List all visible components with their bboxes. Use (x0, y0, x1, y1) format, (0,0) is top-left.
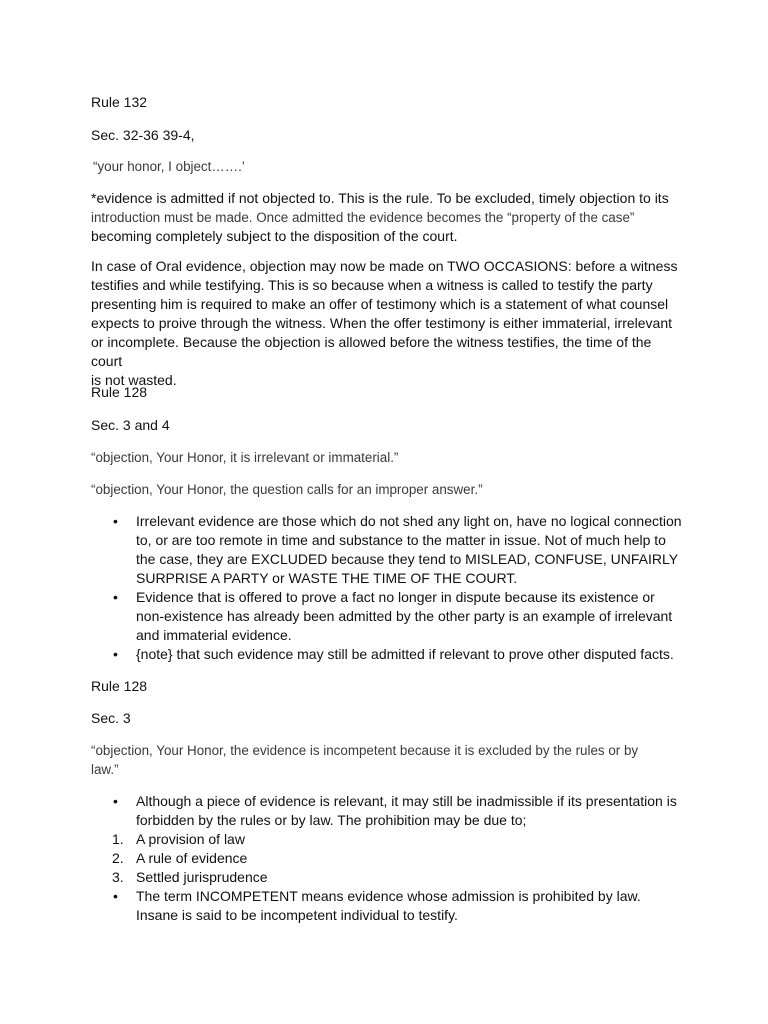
paragraph-line: expects to proive through the witness. When the offer testimony is either immaterial, irrelevant (91, 315, 673, 331)
bullet-marker: • (113, 513, 118, 529)
bullet-marker: • (113, 888, 118, 904)
section-ref-32-36: Sec. 32-36 39-4, (91, 127, 195, 143)
list-line: and immaterial evidence. (136, 627, 292, 643)
paragraph-line: In case of Oral evidence, objection may now be made on TWO OCCASIONS: before a witness (91, 258, 678, 274)
list-line: forbidden by the rules or by law. The prohibition may be due to; (136, 812, 527, 828)
quote-line: law.” (91, 762, 119, 777)
list-line: Irrelevant evidence are those which do not shed any light on, have no logical connection (136, 513, 682, 529)
quote-incompetent-evidence (91, 741, 691, 779)
paragraph-line: becoming completely subject to the disposition of the court. (91, 228, 458, 244)
item-number: 3. (112, 869, 124, 885)
bullet-marker: • (113, 646, 118, 662)
item-text: A rule of evidence (136, 850, 248, 866)
list-item (91, 588, 711, 645)
list-item (91, 512, 711, 588)
paragraph-oral-evidence (91, 257, 683, 390)
paragraph-line: is not wasted. (91, 372, 177, 388)
paragraph-line: or incomplete. Because the objection is allowed before the witness testifies, the time of the court (91, 334, 652, 369)
list-line: Evidence that is offered to prove a fact no longer in dispute because its existence or (136, 589, 655, 605)
heading-rule-128-second: Rule 128 (91, 678, 148, 694)
bullet-list-irrelevant (91, 512, 711, 664)
list-line: Although a piece of evidence is relevant, it may still be inadmissible if its presentation is (136, 793, 677, 809)
item-number: 1. (112, 831, 124, 847)
list-line: non-existence has already been admitted by the other party is an example of irrelevant (136, 608, 673, 624)
item-text: Settled jurisprudence (136, 869, 268, 885)
quote-line: “objection, Your Honor, the evidence is incompetent because it is excluded by the rules or by (91, 743, 639, 758)
list-line: The term INCOMPETENT means evidence whose admission is prohibited by law. (136, 888, 641, 904)
paragraph-line: presenting him is required to make an offer of testimony which is a statement of what counsel (91, 296, 669, 312)
numbered-item (91, 868, 711, 887)
list-item (91, 645, 711, 664)
item-text: A provision of law (136, 831, 245, 847)
quote-your-honor-object: “your honor, I object…….’ (93, 159, 245, 174)
bullet-list-incompetent (91, 887, 711, 925)
quote-improper-answer: “objection, Your Honor, the question calls for an improper answer.” (91, 482, 483, 497)
list-item (91, 792, 711, 830)
paragraph-line: *evidence is admitted if not objected to. This is the rule. To be excluded, timely objection to its (91, 190, 669, 206)
bullet-marker: • (113, 589, 118, 605)
paragraph-line: testifies and while testifying. This is so because when a witness is called to testify the party (91, 277, 653, 293)
list-line: SURPRISE A PARTY or WASTE THE TIME OF THE COURT. (136, 570, 518, 586)
numbered-item (91, 849, 711, 868)
item-number: 2. (112, 850, 124, 866)
list-line: {note} that such evidence may still be admitted if relevant to prove other disputed facts. (136, 646, 674, 662)
paragraph-line: introduction must be made. Once admitted the evidence becomes the “property of the case” (91, 210, 635, 225)
section-ref-3-and-4: Sec. 3 and 4 (91, 417, 170, 433)
heading-rule-132: Rule 132 (91, 94, 148, 110)
list-line: Insane is said to be incompetent individual to testify. (136, 907, 458, 923)
section-ref-3: Sec. 3 (91, 710, 131, 726)
bullet-list-relevant-inadmissible (91, 792, 711, 830)
list-item (91, 887, 711, 925)
bullet-marker: • (113, 793, 118, 809)
quote-irrelevant-immaterial: “objection, Your Honor, it is irrelevant or immaterial.” (91, 450, 399, 465)
list-line: to, or are too remote in time and substance to the matter in issue. Not of much help to (136, 532, 666, 548)
numbered-list-prohibitions (91, 830, 711, 887)
numbered-item (91, 830, 711, 849)
list-line: the case, they are EXCLUDED because they tend to MISLEAD, CONFUSE, UNFAIRLY (136, 551, 679, 567)
paragraph-evidence-admitted (91, 189, 683, 246)
heading-rule-128: Rule 128 (91, 384, 148, 400)
list-admissibility (91, 792, 711, 925)
